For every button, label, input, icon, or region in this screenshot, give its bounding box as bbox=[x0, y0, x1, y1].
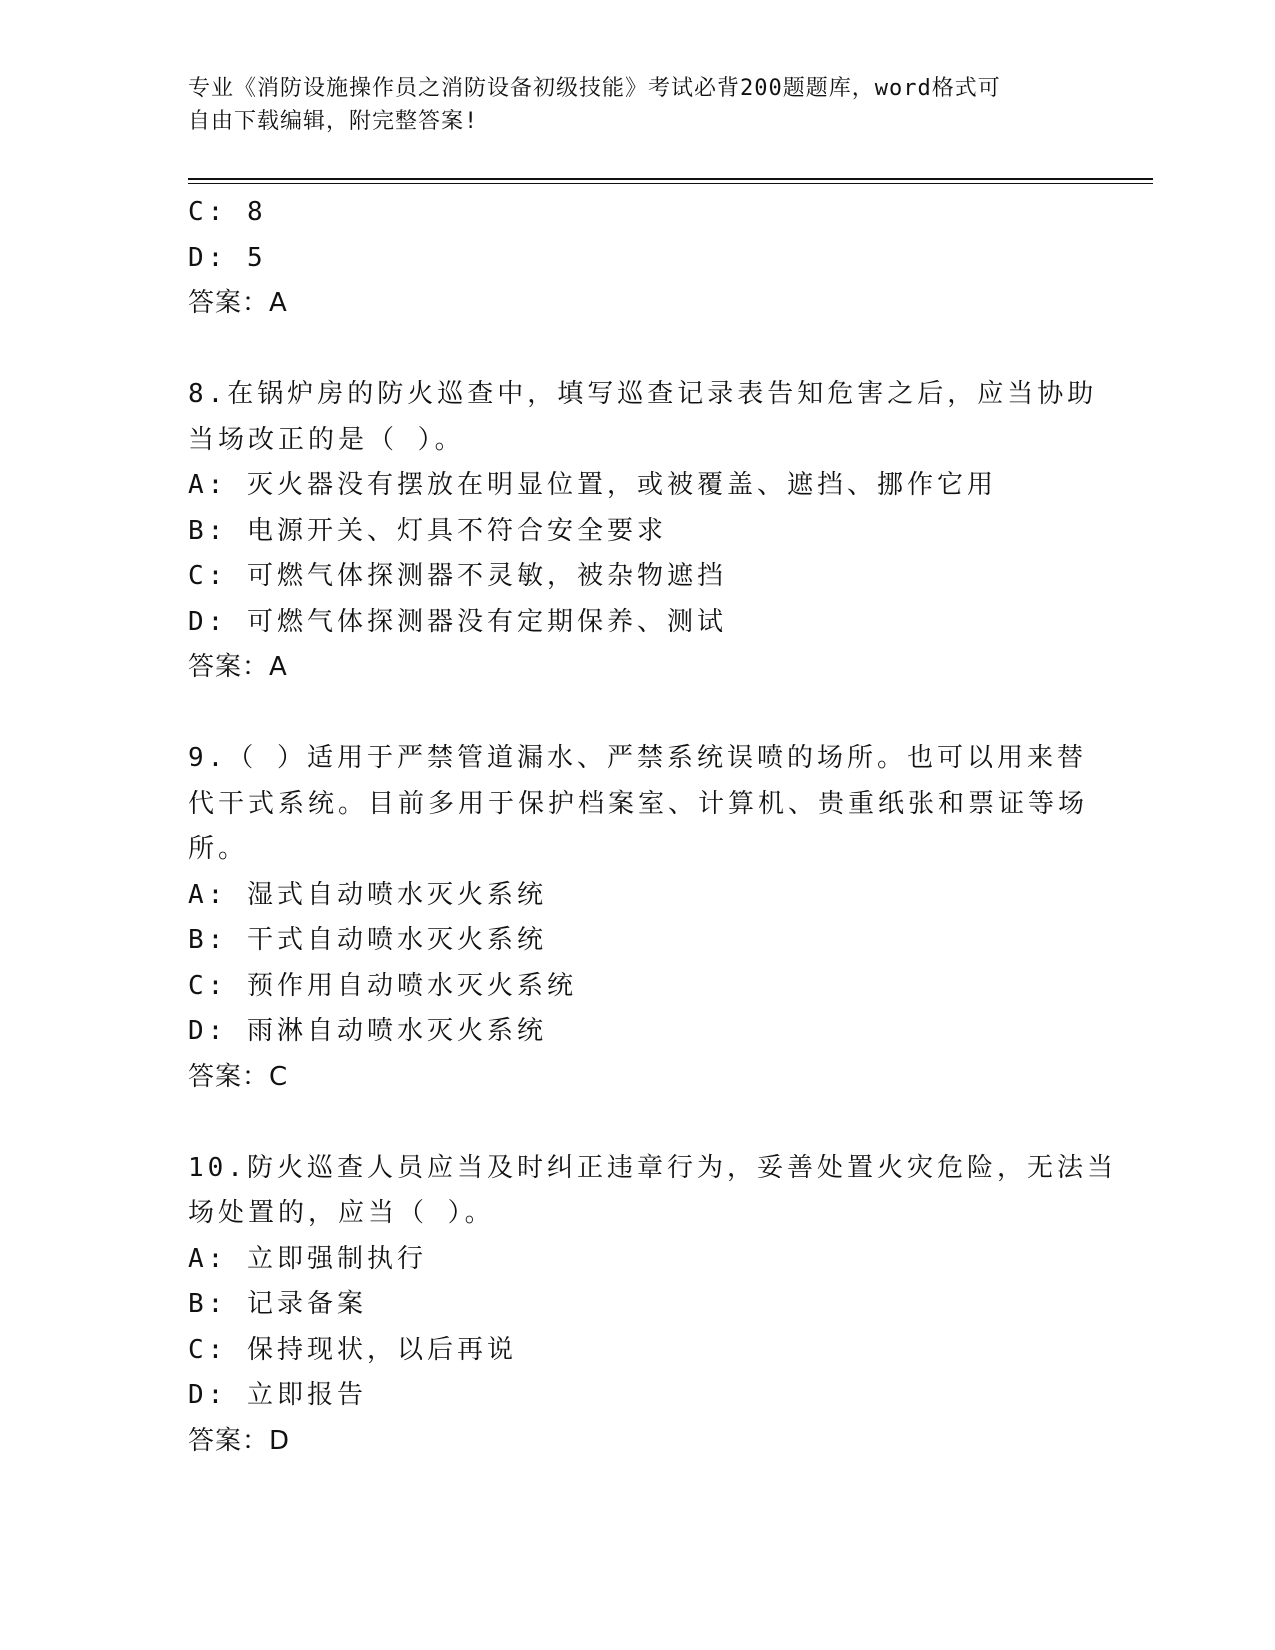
question-text-line: 场处置的，应当（ ）。 bbox=[188, 1198, 495, 1228]
option-c: C: 保持现状，以后再说 bbox=[188, 1334, 517, 1365]
document-header bbox=[188, 72, 1088, 138]
header-rule-thin bbox=[188, 183, 1153, 184]
option-d: D: 雨淋自动喷水灭火系统 bbox=[188, 1016, 547, 1046]
question-8 bbox=[188, 372, 1098, 691]
question-10 bbox=[188, 1146, 1117, 1465]
option-b: B: 干式自动喷水灭火系统 bbox=[188, 925, 547, 955]
question-text-line: 代干式系统。目前多用于保护档案室、计算机、贵重纸张和票证等场 bbox=[188, 788, 1089, 819]
header-line-2: 自由下载编辑，附完整答案! bbox=[188, 109, 479, 134]
question-list bbox=[188, 190, 1117, 1464]
question-text-line: 10.防火巡查人员应当及时纠正违章行为，妥善处置火灾危险，无法当 bbox=[188, 1152, 1117, 1183]
header-line-1: 专业《消防设施操作员之消防设备初级技能》考试必背200题题库，word格式可 bbox=[188, 76, 1001, 101]
option-a: A: 湿式自动喷水灭火系统 bbox=[188, 879, 547, 910]
option-c: C: 预作用自动喷水灭火系统 bbox=[188, 970, 577, 1001]
question-text-line: 9.（ ）适用于严禁管道漏水、严禁系统误喷的场所。也可以用来替 bbox=[188, 743, 1087, 773]
answer-line: 答案：C bbox=[188, 1061, 289, 1092]
option-b: B: 电源开关、灯具不符合安全要求 bbox=[188, 515, 667, 546]
option-b: B: 记录备案 bbox=[188, 1289, 367, 1319]
header-rule-thick bbox=[188, 178, 1153, 180]
question-text-line: 当场改正的是（ ）。 bbox=[188, 424, 465, 455]
question-9 bbox=[188, 736, 1088, 1100]
option-d: D: 立即报告 bbox=[188, 1380, 367, 1410]
option-c: C: 可燃气体探测器不灵敏，被杂物遮挡 bbox=[188, 561, 727, 591]
answer-line: 答案：D bbox=[188, 1425, 291, 1456]
answer-line: 答案：A bbox=[188, 288, 288, 318]
answer-line: 答案：A bbox=[188, 652, 288, 682]
option-d: D: 5 bbox=[188, 242, 267, 273]
option-c: C: 8 bbox=[188, 197, 267, 227]
carryover-question bbox=[188, 190, 1088, 327]
option-a: A: 立即强制执行 bbox=[188, 1243, 427, 1274]
question-text-line: 所。 bbox=[188, 834, 249, 864]
question-text-line: 8.在锅炉房的防火巡查中，填写巡查记录表告知危害之后，应当协助 bbox=[188, 379, 1098, 409]
option-d: D: 可燃气体探测器没有定期保养、测试 bbox=[188, 606, 727, 637]
option-a: A: 灭火器没有摆放在明显位置，或被覆盖、遮挡、挪作它用 bbox=[188, 470, 997, 500]
